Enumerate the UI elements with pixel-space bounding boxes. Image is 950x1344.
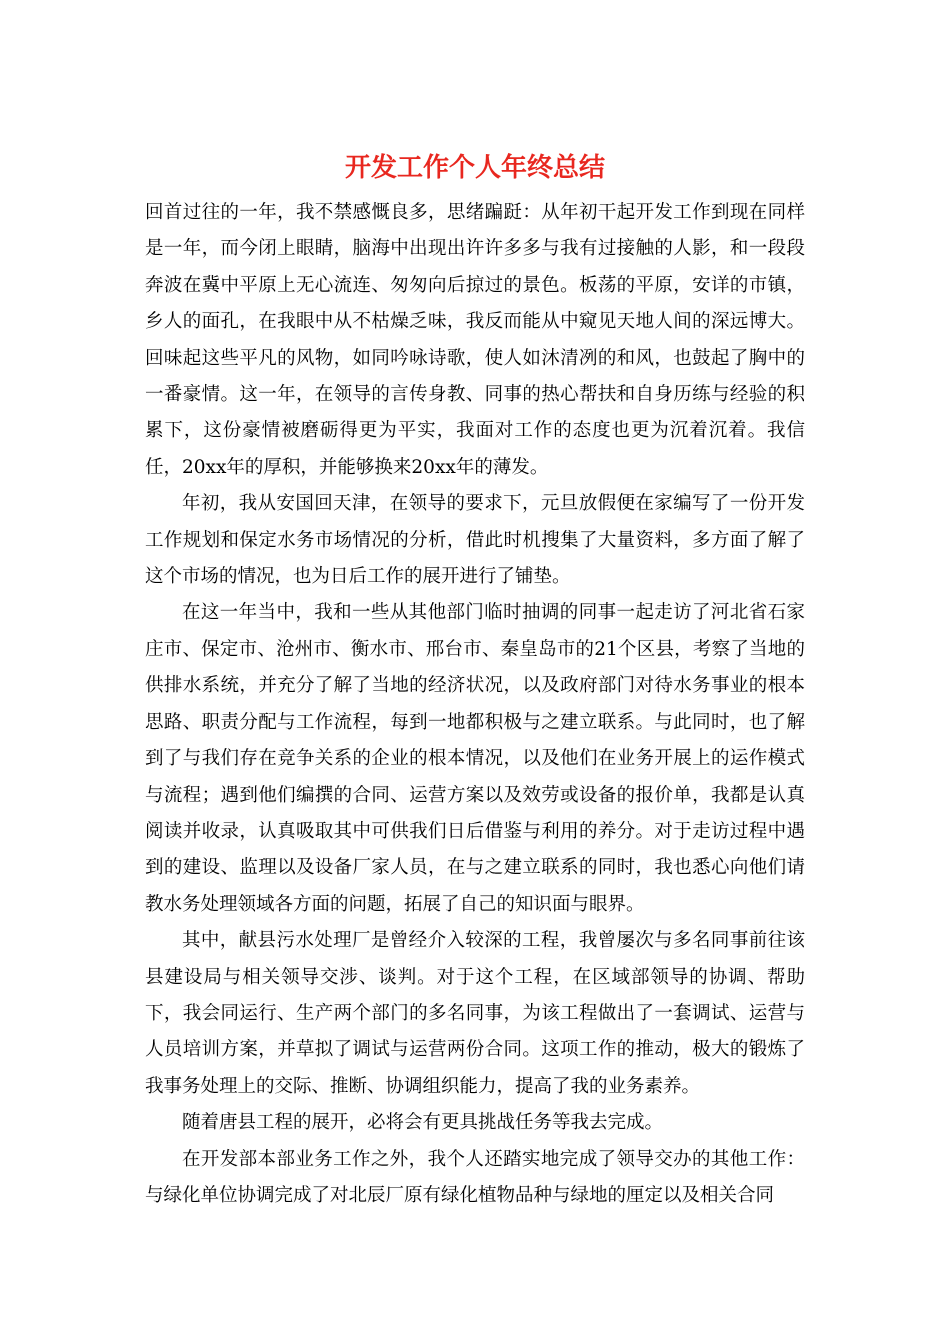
paragraph-4: 其中，献县污水处理厂是曾经介入较深的工程，我曾屡次与多名同事前往该县建设局与相关领导交涉、谈判。对于这个工程，在区域部领导的协调、帮助下，我会同运行、生产两个部门的多名同事，为该工程做出了一套调试、运营与人员培训方案，并草拟了调试与运营两份合同。这项工作的推动，极大的锻炼了我事务处理上的交际、推断、协调组织能力，提高了我的业务素养。 bbox=[145, 930, 805, 1097]
document-body bbox=[145, 195, 805, 1214]
paragraph-3: 在这一年当中，我和一些从其他部门临时抽调的同事一起走访了河北省石家庄市、保定市、沧州市、衡水市、邢台市、秦皇岛市的21个区县，考察了当地的供排水系统，并充分了解了当地的经济状况，以及政府部门对待水务事业的根本思路、职责分配与工作流程，每到一地都积极与之建立联系。与此同时，也了解到了与我们存在竞争关系的企业的根本情况，以及他们在业务开展上的运作模式与流程；遇到他们编撰的合同、运营方案以及效劳或设备的报价单，我都是认真阅读并收录，认真吸取其中可供我们日后借鉴与利用的养分。对于走访过程中遇到的建设、监理以及设备厂家人员，在与之建立联系的同时，我也悉心向他们请教水务处理领域各方面的问题，拓展了自己的知识面与眼界。 bbox=[145, 602, 805, 915]
paragraph-1: 回首过往的一年，我不禁感慨良多，思绪蹁跹：从年初干起开发工作到现在同样是一年，而今闭上眼睛，脑海中出现出许许多多与我有过接触的人影，和一段段奔波在冀中平原上无心流连、匆匆向后掠过的景色。板荡的平原，安详的市镇，乡人的面孔，在我眼中从不枯燥乏味，我反而能从中窥见天地人间的深远博大。回味起这些平凡的风物，如同吟咏诗歌，使人如沐清冽的和风，也鼓起了胸中的一番豪情。这一年，在领导的言传身教、同事的热心帮扶和自身历练与经验的积累下，这份豪情被磨砺得更为平实，我面对工作的态度也更为沉着沉着。我信任，20xx年的厚积，并能够换来20xx年的薄发。 bbox=[145, 202, 805, 478]
paragraph-5: 随着唐县工程的展开，必将会有更具挑战任务等我去完成。 bbox=[182, 1112, 664, 1134]
paragraph-2: 年初，我从安国回天津，在领导的要求下，元旦放假便在家编写了一份开发工作规划和保定水务市场情况的分析，借此时机搜集了大量资料，多方面了解了这个市场的情况，也为日后工作的展开进行了铺垫。 bbox=[145, 493, 805, 588]
paragraph-6: 在开发部本部业务工作之外，我个人还踏实地完成了领导交办的其他工作：与绿化单位协调完成了对北辰厂原有绿化植物品种与绿地的厘定以及相关合同 bbox=[145, 1148, 805, 1206]
document-title: 开发工作个人年终总结 bbox=[344, 153, 605, 183]
